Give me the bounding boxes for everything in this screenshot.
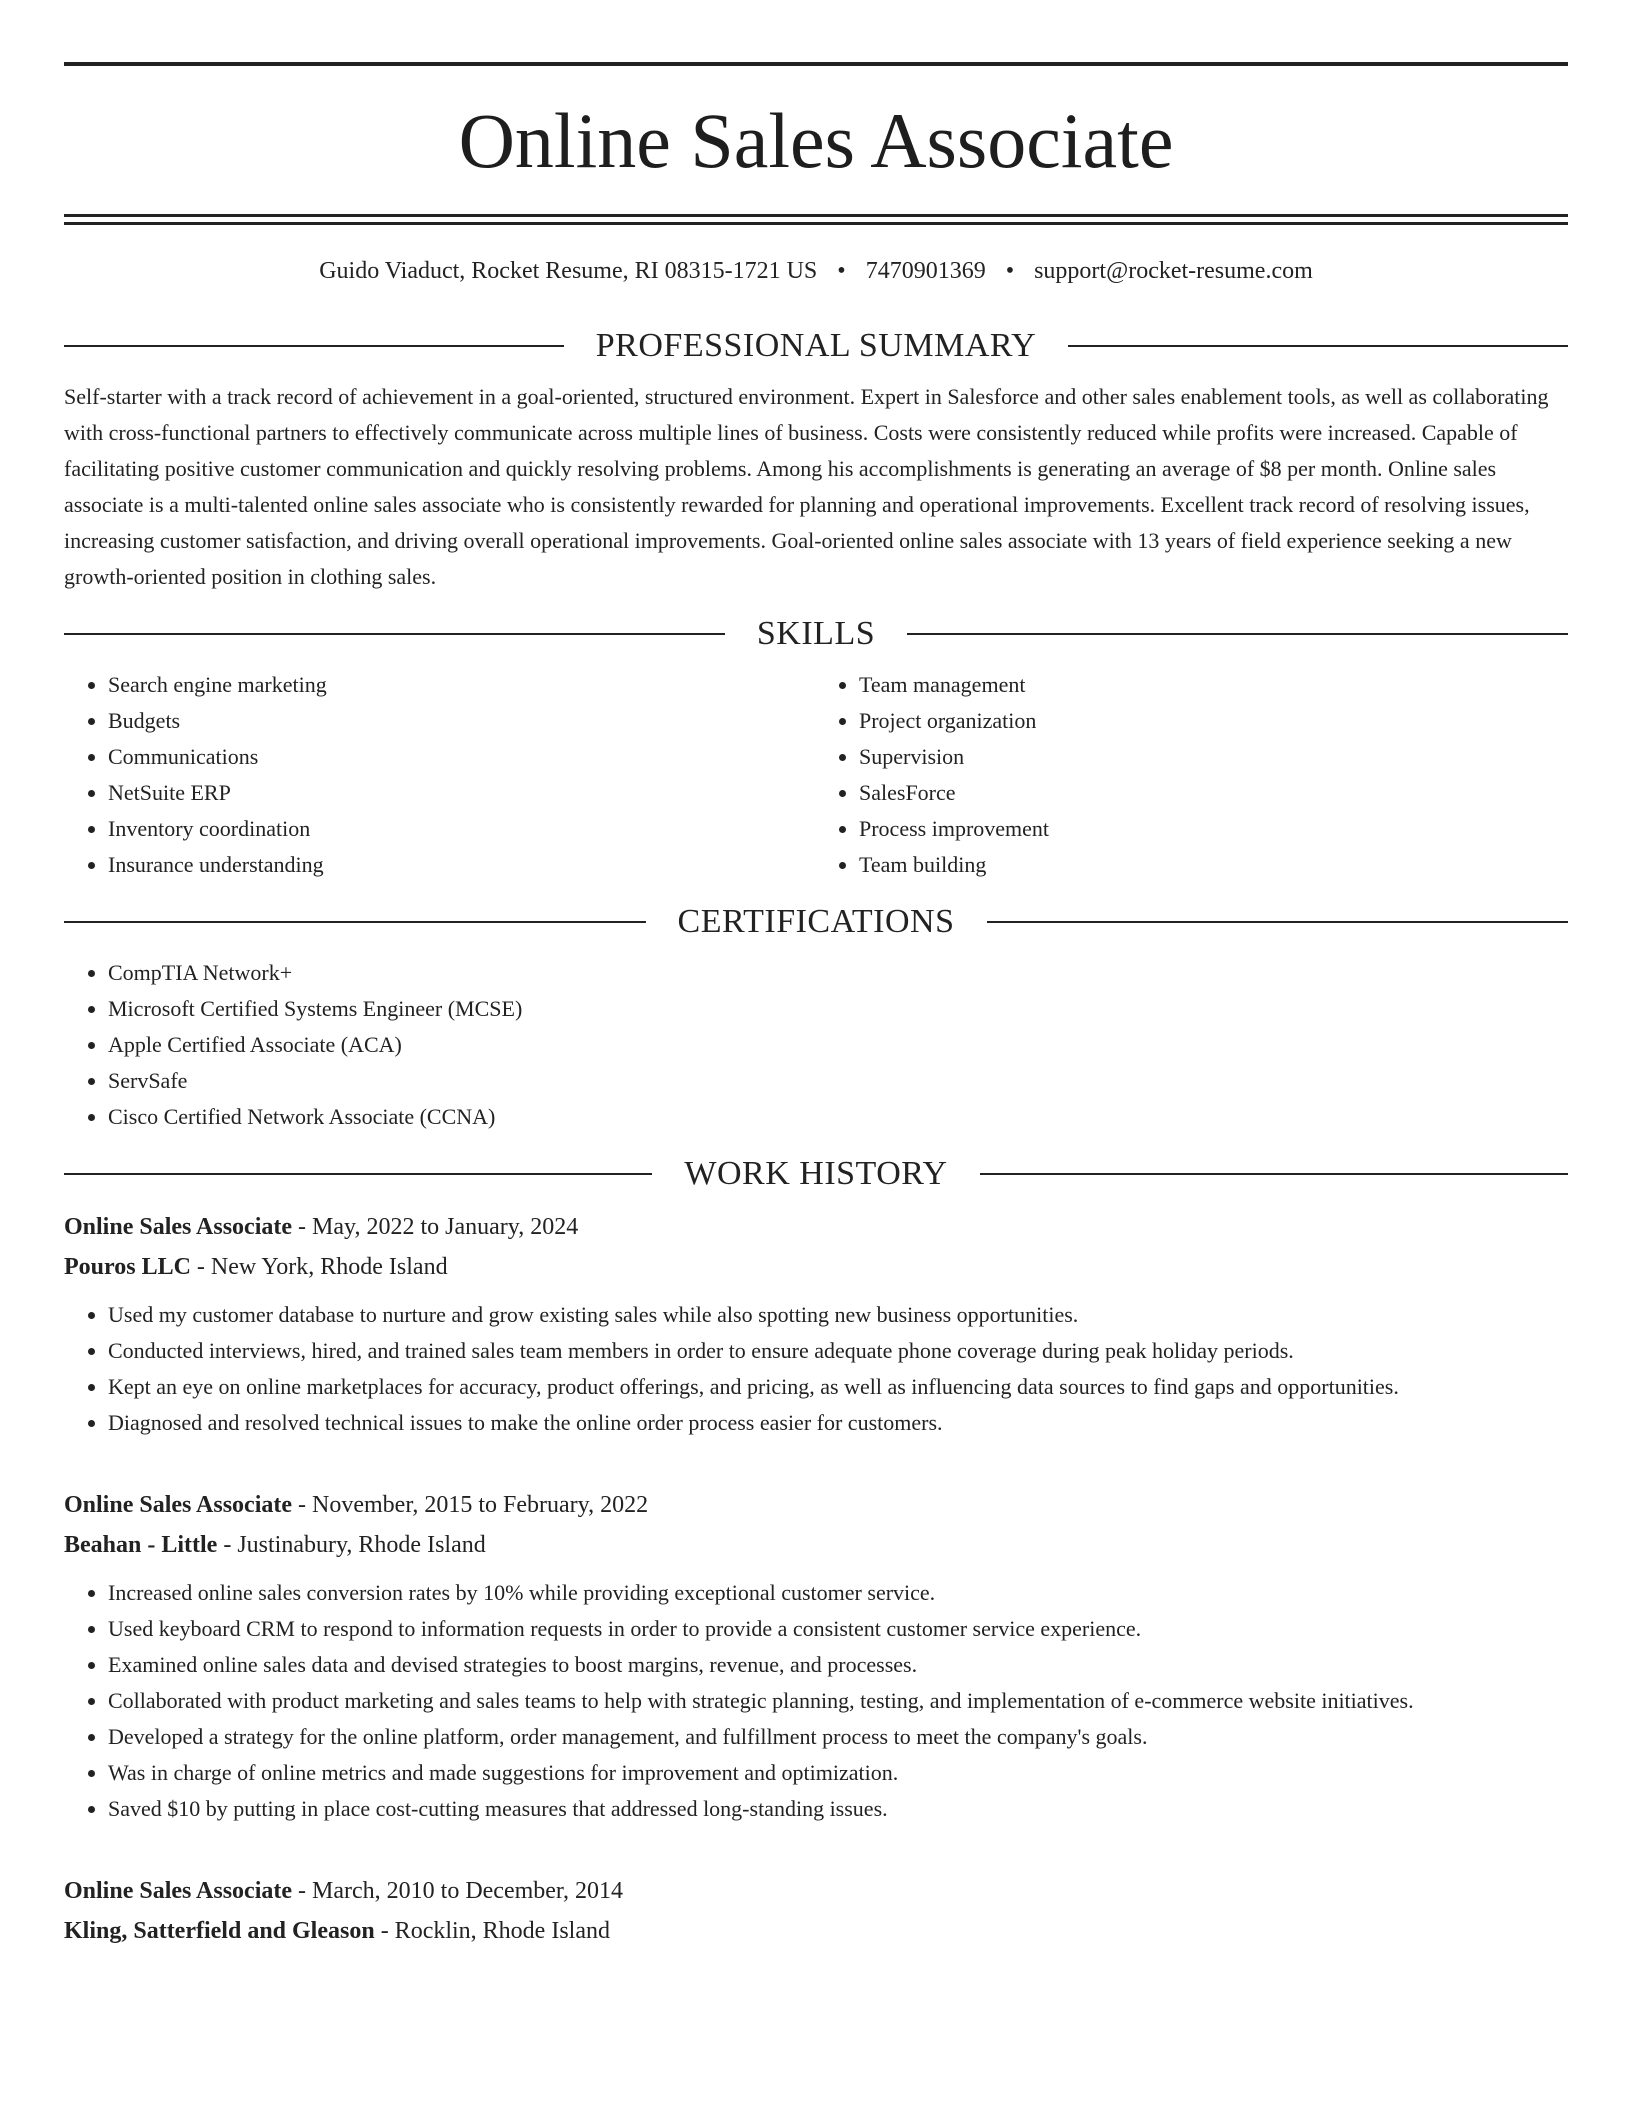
- list-item: • Diagnosed and resolved technical issues to make the online order process easier for customers.: [108, 1405, 1568, 1441]
- job-title: Online Sales Associate: [64, 1878, 293, 1904]
- section-title: SKILLS: [756, 615, 876, 652]
- list-item: • Microsoft Certified Systems Engineer (MCSE): [108, 991, 1568, 1027]
- job-entry: [64, 1485, 1568, 1827]
- job-company-line: [64, 1247, 1568, 1287]
- job-company-line: [64, 1525, 1568, 1565]
- skills-heading: [64, 617, 1568, 651]
- job-entry: [64, 1207, 1568, 1441]
- section-title: PROFESSIONAL SUMMARY: [595, 327, 1037, 364]
- list-item: • Was in charge of online metrics and made suggestions for improvement and optimization.: [108, 1755, 1568, 1791]
- list-item: • Conducted interviews, hired, and trained sales team members in order to ensure adequate phone coverage during peak holiday periods.: [108, 1333, 1568, 1369]
- skills-grid: [64, 667, 1568, 883]
- list-item: • Inventory coordination: [108, 811, 817, 847]
- list-item: • Used my customer database to nurture and grow existing sales while also spotting new business opportunities.: [108, 1297, 1568, 1333]
- heading-rule-right: [907, 633, 1568, 635]
- work-heading: [64, 1157, 1568, 1191]
- list-item: • Apple Certified Associate (ACA): [108, 1027, 1568, 1063]
- list-item: • CompTIA Network+: [108, 955, 1568, 991]
- job-dates: - March, 2010 to December, 2014: [292, 1878, 623, 1904]
- job-location: - Rocklin, Rhode Island: [374, 1918, 610, 1944]
- heading-rule-left: [64, 345, 564, 347]
- job-company: Pouros LLC: [64, 1254, 191, 1280]
- list-item: • Supervision: [859, 739, 1568, 775]
- heading-rule-left: [64, 633, 725, 635]
- list-item: • Team building: [859, 847, 1568, 883]
- list-item: • Saved $10 by putting in place cost-cutting measures that addressed long-standing issues.: [108, 1791, 1568, 1827]
- heading-rule-right: [1068, 345, 1568, 347]
- job-duties-list: [64, 1297, 1568, 1441]
- job-title-line: [64, 1207, 1568, 1247]
- list-item: • Developed a strategy for the online platform, order management, and fulfillment process to meet the company's goals.: [108, 1719, 1568, 1755]
- list-item: • SalesForce: [859, 775, 1568, 811]
- summary-text: Self-starter with a track record of achievement in a goal-oriented, structured environment. Expert in Salesforce and other sales enablement tools, as well as collaborating with cross-functional partners to effectively communicate across multiple lines of business. Costs were consistently reduced while profits were increased. Capable of facilitating positive customer communication and quickly resolving problems. Among his accomplishments is generating an average of $8 per month. Online sales associate is a multi-talented online sales associate who is consistently rewarded for planning and operational improvements. Excellent track record of resolving issues, increasing customer satisfaction, and driving overall operational improvements. Goal-oriented online sales associate with 13 years of field experience seeking a new growth-oriented position in clothing sales.: [64, 384, 1549, 589]
- candidate-name: Online Sales Associate: [458, 97, 1174, 184]
- job-dates: - November, 2015 to February, 2022: [292, 1492, 649, 1518]
- list-item: • Communications: [108, 739, 817, 775]
- list-item: • Used keyboard CRM to respond to information requests in order to provide a consistent customer service experience.: [108, 1611, 1568, 1647]
- list-item: • Examined online sales data and devised strategies to boost margins, revenue, and processes.: [108, 1647, 1568, 1683]
- heading-rule-left: [64, 1173, 652, 1175]
- section-title: CERTIFICATIONS: [677, 903, 955, 940]
- list-item: • Collaborated with product marketing and sales teams to help with strategic planning, testing, and implementation of e-commerce website initiatives.: [108, 1683, 1568, 1719]
- job-title: Online Sales Associate: [64, 1492, 293, 1518]
- job-title: Online Sales Associate: [64, 1214, 293, 1240]
- contact-separator: •: [837, 258, 846, 284]
- job-entry: [64, 1871, 1568, 1951]
- heading-rule-right: [980, 1173, 1568, 1175]
- list-item: • Project organization: [859, 703, 1568, 739]
- job-duties-list: [64, 1575, 1568, 1827]
- list-item: • Team management: [859, 667, 1568, 703]
- certifications-list: [64, 955, 1568, 1135]
- contact-phone: 7470901369: [865, 258, 986, 284]
- list-item: • Cisco Certified Network Associate (CCNA): [108, 1099, 1568, 1135]
- contact-line: [64, 259, 1568, 283]
- list-item: • Budgets: [108, 703, 817, 739]
- contact-separator: •: [1005, 258, 1015, 284]
- list-item: • Increased online sales conversion rates by 10% while providing exceptional customer service.: [108, 1575, 1568, 1611]
- contact-email: support@rocket-resume.com: [1034, 258, 1313, 284]
- top-rule: [64, 62, 1568, 66]
- heading-rule-left: [64, 921, 646, 923]
- job-company: Kling, Satterfield and Gleason: [64, 1918, 375, 1944]
- job-company-line: [64, 1911, 1568, 1951]
- job-location: - New York, Rhode Island: [190, 1254, 448, 1280]
- section-title: WORK HISTORY: [684, 1155, 948, 1192]
- list-item: • Kept an eye on online marketplaces for accuracy, product offerings, and pricing, as well as influencing data sources to find gaps and opportunities.: [108, 1369, 1568, 1405]
- heading-rule-right: [987, 921, 1569, 923]
- list-item: • Process improvement: [859, 811, 1568, 847]
- job-location: - Justinabury, Rhode Island: [217, 1532, 486, 1558]
- list-item: • Search engine marketing: [108, 667, 817, 703]
- list-item: • ServSafe: [108, 1063, 1568, 1099]
- job-title-line: [64, 1871, 1568, 1911]
- skills-list-left: [64, 667, 817, 883]
- list-item: • Insurance understanding: [108, 847, 817, 883]
- skills-list-right: [817, 667, 1568, 883]
- double-rule: [64, 214, 1568, 225]
- job-company: Beahan - Little: [64, 1532, 218, 1558]
- summary-heading: [64, 329, 1568, 363]
- certifications-heading: [64, 905, 1568, 939]
- work-history-list: [64, 1207, 1568, 1951]
- list-item: • NetSuite ERP: [108, 775, 817, 811]
- job-title-line: [64, 1485, 1568, 1525]
- job-dates: - May, 2022 to January, 2024: [292, 1214, 579, 1240]
- contact-address: Guido Viaduct, Rocket Resume, RI 08315-1721 US: [319, 258, 818, 284]
